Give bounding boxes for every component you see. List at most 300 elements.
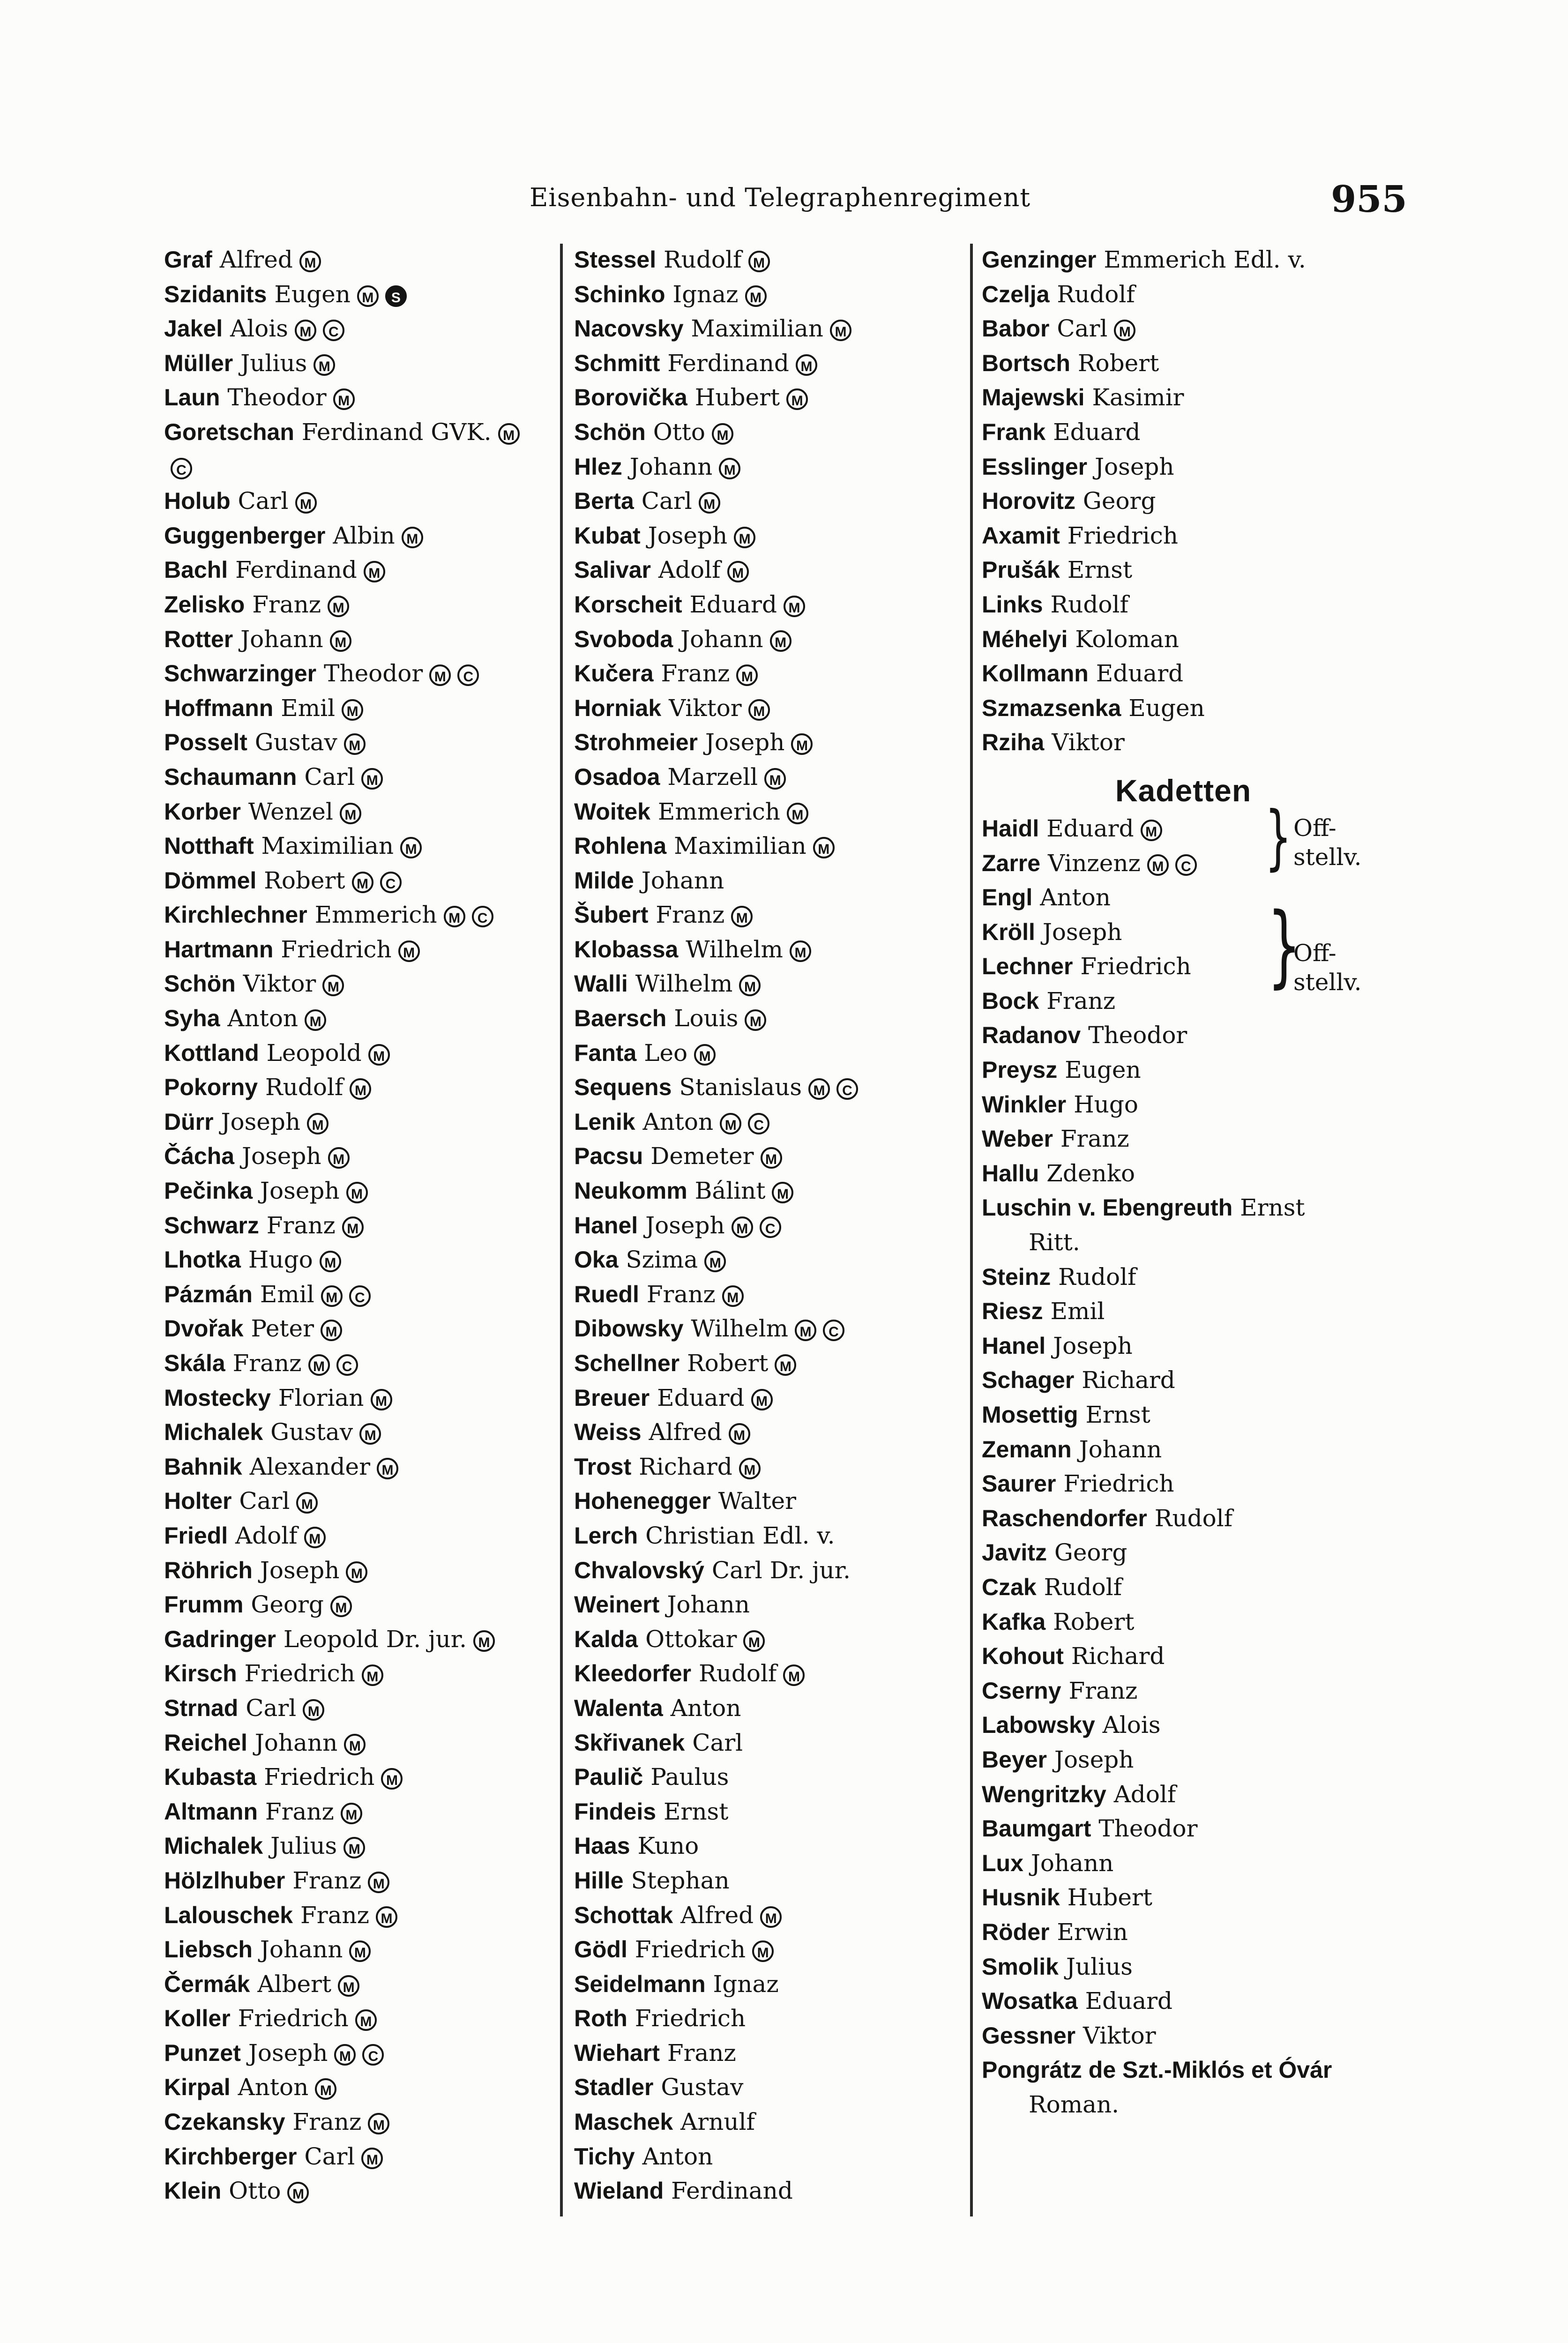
circled-c-mark-icon: C <box>336 1354 358 1376</box>
given-name: Joseph <box>221 1108 301 1135</box>
surname: Ruedl <box>574 1281 639 1307</box>
circled-m-mark-icon: M <box>729 1423 750 1445</box>
roster-entry <box>982 1501 1385 1536</box>
given-name: Rudolf <box>698 1660 777 1687</box>
roster-entry <box>164 622 567 657</box>
surname: Walenta <box>574 1694 663 1721</box>
given-name: Roman. <box>1029 2090 1120 2118</box>
roster-entry <box>164 1209 567 1243</box>
roster-entry <box>164 1036 567 1071</box>
given-name: Carl <box>246 1694 297 1722</box>
roster-entry <box>574 381 968 415</box>
roster-entry <box>164 1933 567 1967</box>
surname: Kirpal <box>164 2074 231 2101</box>
roster-entry <box>164 346 567 381</box>
surname: Koller <box>164 2005 231 2032</box>
surname: Graf <box>164 246 212 273</box>
surname: Zarre <box>982 850 1041 876</box>
circled-m-mark-icon: M <box>299 251 321 272</box>
surname: Holter <box>164 1488 232 1515</box>
surname: Pázmán <box>164 1281 253 1307</box>
given-name: Leopold Dr. jur. <box>283 1625 467 1653</box>
surname: Röder <box>982 1918 1050 1945</box>
given-name: Erwin <box>1057 1918 1128 1946</box>
circled-m-mark-icon: M <box>1141 820 1162 841</box>
roster-entry <box>574 1691 968 1726</box>
surname: Svoboda <box>574 626 673 652</box>
roster-entry <box>982 1157 1385 1191</box>
given-name: Friedrich <box>1067 522 1178 549</box>
surname: Jakel <box>164 315 223 342</box>
circled-m-mark-icon: M <box>341 1803 362 1824</box>
surname: Winkler <box>982 1091 1067 1118</box>
roster-entry <box>574 2001 968 2036</box>
surname: Kohout <box>982 1643 1064 1670</box>
roster-entry <box>574 864 968 898</box>
given-name: Richard <box>1082 1366 1175 1394</box>
surname: Dvořak <box>164 1315 244 1342</box>
surname: Majewski <box>982 384 1085 411</box>
surname: Rohlena <box>574 833 667 859</box>
surname: Haas <box>574 1833 630 1859</box>
surname: Lux <box>982 1850 1023 1876</box>
circled-m-mark-icon: M <box>770 630 791 652</box>
circled-m-mark-icon: M <box>734 527 755 548</box>
given-name: Robert <box>1077 349 1159 377</box>
given-name: Ernst <box>1240 1194 1305 1222</box>
surname: Wiehart <box>574 2039 660 2066</box>
roster-entry <box>574 1553 968 1588</box>
roster-entry <box>164 553 567 588</box>
circled-m-mark-icon: M <box>343 1837 365 1858</box>
circled-m-mark-icon: M <box>739 1458 761 1479</box>
roster-entry <box>574 2036 968 2071</box>
given-name: Robert <box>264 866 345 894</box>
circled-c-mark-icon: C <box>836 1078 858 1100</box>
circled-m-mark-icon: M <box>473 1630 495 1652</box>
roster-entry <box>574 657 968 691</box>
roster-entry <box>574 1795 968 1829</box>
roster-entry <box>164 795 567 829</box>
surname: Skřivanek <box>574 1729 685 1756</box>
roster-entry <box>574 898 968 933</box>
circled-m-mark-icon: M <box>333 388 355 410</box>
given-name: Friedrich <box>635 2005 746 2032</box>
surname: Baumgart <box>982 1815 1091 1842</box>
surname: Roth <box>574 2005 627 2032</box>
given-name: Joseph <box>1054 1746 1134 1773</box>
given-name: Louis <box>674 1005 739 1032</box>
circled-m-mark-icon: M <box>786 388 808 410</box>
surname: Schaumann <box>164 763 297 790</box>
circled-m-mark-icon: M <box>362 1664 383 1686</box>
given-name: Joseph <box>260 1177 340 1205</box>
roster-entry <box>982 1984 1385 2019</box>
circled-m-mark-icon: M <box>727 561 749 582</box>
roster-entry <box>982 381 1385 415</box>
roster-entry <box>574 1622 968 1657</box>
surname: Stessel <box>574 246 657 273</box>
surname: Klein <box>164 2178 222 2204</box>
given-name: Bálint <box>694 1177 766 1205</box>
given-name: Adolf <box>658 556 721 584</box>
surname: Kučera <box>574 660 654 687</box>
roster-entry <box>982 346 1385 381</box>
given-name: Stephan <box>631 1866 730 1894</box>
roster-entry <box>574 312 968 346</box>
running-title: Eisenbahn- und Telegraphenregiment <box>530 183 1031 212</box>
given-name: Johann <box>254 1729 338 1756</box>
surname: Szidanits <box>164 281 267 307</box>
given-name: Emmerich Edl. v. <box>1104 246 1306 273</box>
roster-entry <box>164 2105 567 2140</box>
given-name: Franz <box>300 1901 369 1929</box>
given-name: Peter <box>251 1315 314 1343</box>
given-name: Carl <box>692 1729 743 1756</box>
page-number: 955 <box>1331 178 1407 221</box>
given-name: Viktor <box>1052 729 1125 756</box>
roster-entry <box>982 1846 1385 1881</box>
brace-glyph: } <box>1265 796 1292 878</box>
surname: Pečinka <box>164 1178 253 1204</box>
circled-m-mark-icon: M <box>328 1147 350 1169</box>
circled-m-mark-icon: M <box>322 975 344 996</box>
given-name: Rudolf <box>1050 590 1128 618</box>
given-name: Adolf <box>235 1522 298 1549</box>
surname: Oka <box>574 1246 619 1273</box>
given-name: Gustav <box>254 729 337 756</box>
given-name: Ignaz <box>713 1970 779 1998</box>
given-name: Eduard <box>1085 1987 1173 2015</box>
given-name: Hubert <box>694 384 780 411</box>
surname: Wieland <box>574 2178 664 2204</box>
given-name: Friedrich <box>1080 953 1191 980</box>
roster-entry <box>164 1795 567 1829</box>
given-name: Franz <box>1060 1125 1129 1153</box>
roster-entry <box>164 725 567 760</box>
given-name: Emil <box>260 1280 314 1308</box>
surname: Gödl <box>574 1936 627 1963</box>
given-name: Ferdinand <box>671 2177 793 2205</box>
circled-m-mark-icon: M <box>694 1044 716 1066</box>
roster-entry <box>574 1484 968 1519</box>
surname: Czelja <box>982 281 1050 307</box>
given-name: Ernst <box>1067 556 1133 584</box>
surname: Skála <box>164 1350 225 1376</box>
surname: Weiss <box>574 1419 642 1446</box>
roster-entry <box>574 1070 968 1105</box>
surname: Neukomm <box>574 1178 687 1204</box>
roster-entry <box>574 1726 968 1761</box>
given-name: Johann <box>680 625 763 653</box>
given-name: Viktor <box>243 970 316 998</box>
circled-m-mark-icon: M <box>1147 854 1169 876</box>
surname: Hartmann <box>164 936 274 963</box>
surname: Steinz <box>982 1263 1051 1290</box>
given-name: Emmerich <box>314 901 437 929</box>
given-name: Paulus <box>650 1763 729 1791</box>
surname: Hanel <box>982 1332 1046 1359</box>
given-name: Emil <box>281 694 336 722</box>
roster-entry <box>574 2105 968 2140</box>
given-name: Arnulf <box>680 2108 755 2136</box>
given-name: Julius <box>240 349 307 377</box>
surname: Schön <box>574 418 646 445</box>
circled-m-mark-icon: M <box>352 872 373 893</box>
roster-entry <box>164 277 567 312</box>
given-name: Adolf <box>1113 1780 1176 1808</box>
circled-m-mark-icon: M <box>739 975 761 996</box>
given-name: Franz <box>1046 987 1116 1015</box>
roster-entry <box>164 1346 567 1381</box>
given-name: Joseph <box>241 1142 321 1170</box>
roster-entry <box>164 2070 567 2105</box>
roster-entry <box>574 1312 968 1346</box>
surname: Paulič <box>574 1764 643 1791</box>
roster-entry <box>574 415 968 450</box>
roster-entry <box>164 415 567 450</box>
surname: Guggenberger <box>164 522 326 549</box>
given-name: Maximilian <box>261 832 394 860</box>
roster-entry <box>574 1036 968 1071</box>
surname: Lerch <box>574 1522 638 1549</box>
roster-entry <box>982 1950 1385 1985</box>
given-name: Wenzel <box>248 798 333 825</box>
roster-entry <box>982 1191 1385 1225</box>
circled-s-mark-icon: S <box>385 285 407 307</box>
given-name: Emil <box>1050 1298 1105 1325</box>
surname: Müller <box>164 350 233 376</box>
circled-m-mark-icon: M <box>398 940 420 962</box>
roster-entry <box>574 2070 968 2105</box>
surname: Kafka <box>982 1608 1046 1635</box>
roster-entry <box>164 1415 567 1450</box>
given-name: Eugen <box>274 280 351 308</box>
surname: Strnad <box>164 1694 239 1721</box>
roster-entry <box>164 1139 567 1174</box>
surname: Dömmel <box>164 867 257 894</box>
given-name: Friedrich <box>264 1763 375 1791</box>
surname: Axamit <box>982 522 1060 549</box>
circled-m-mark-icon: M <box>787 803 808 824</box>
circled-m-mark-icon: M <box>359 1423 381 1445</box>
surname: Gessner <box>982 2022 1076 2049</box>
roster-entry <box>164 1553 567 1588</box>
roster-entry <box>982 1570 1385 1605</box>
circled-m-mark-icon: M <box>751 1389 773 1410</box>
given-name: Joseph <box>1095 453 1174 480</box>
surname: Schellner <box>574 1350 680 1376</box>
surname: Notthaft <box>164 833 254 859</box>
roster-entry <box>982 519 1385 553</box>
roster-entry <box>164 1829 567 1864</box>
roster-entry <box>164 760 567 795</box>
brace-label-line1: Off- <box>1293 814 1337 842</box>
roster-entry <box>982 553 1385 588</box>
surname: Trost <box>574 1453 632 1480</box>
surname: Schwarz <box>164 1212 259 1239</box>
surname: Dibowsky <box>574 1315 684 1342</box>
surname: Links <box>982 591 1043 618</box>
given-name: Florian <box>278 1384 364 1411</box>
circled-m-mark-icon: M <box>743 1630 765 1652</box>
surname: Schwarzinger <box>164 660 317 687</box>
given-name: Wilhelm <box>686 935 783 963</box>
surname: Smolik <box>982 1953 1059 1980</box>
given-name: Gustav <box>270 1418 353 1446</box>
surname: Frumm <box>164 1591 244 1618</box>
roster-entry <box>164 1760 567 1795</box>
given-name: Anton <box>1040 884 1111 911</box>
given-name: Viktor <box>1083 2022 1156 2049</box>
given-name: Carl <box>1057 315 1108 343</box>
circled-m-mark-icon: M <box>296 1492 318 1514</box>
roster-entry <box>164 864 567 898</box>
given-name: Eduard <box>689 590 777 618</box>
given-name: Kuno <box>637 1832 699 1860</box>
surname: Michalek <box>164 1419 263 1446</box>
surname: Friedl <box>164 1522 228 1549</box>
roster-entry <box>574 1657 968 1691</box>
given-name: Alfred <box>219 246 293 273</box>
roster-entry <box>982 1812 1385 1846</box>
given-name: Friedrich <box>635 1936 746 1963</box>
surname: Kollmann <box>982 660 1089 687</box>
surname: Labowsky <box>982 1712 1095 1739</box>
roster-entry <box>982 1777 1385 1812</box>
surname: Zemann <box>982 1436 1072 1463</box>
roster-entry <box>164 1967 567 2002</box>
surname: Kubat <box>574 522 641 549</box>
circled-m-mark-icon: M <box>371 1389 392 1410</box>
circled-m-mark-icon: M <box>790 940 811 962</box>
roster-entry <box>982 1294 1385 1329</box>
circled-m-mark-icon: M <box>355 2009 377 2031</box>
given-name: Wilhelm <box>691 1315 789 1343</box>
surname: Esslinger <box>982 453 1088 480</box>
roster-entry <box>574 450 968 485</box>
roster-entry <box>164 519 567 553</box>
circled-m-mark-icon: M <box>321 1320 342 1341</box>
circled-m-mark-icon: M <box>330 1596 352 1617</box>
roster-entry <box>164 1691 567 1726</box>
page-header <box>0 178 1568 234</box>
surname: Hohenegger <box>574 1488 711 1515</box>
surname: Kröll <box>982 918 1035 945</box>
surname: Prušák <box>982 557 1060 583</box>
surname: Walli <box>574 970 628 997</box>
roster-entry <box>164 933 567 967</box>
surname: Hölzlhuber <box>164 1867 285 1894</box>
roster-entry <box>982 588 1385 622</box>
roster-entry <box>574 1346 968 1381</box>
roster-entry <box>574 1209 968 1243</box>
surname: Maschek <box>574 2109 673 2135</box>
given-name: Joseph <box>648 522 728 549</box>
given-name: Koloman <box>1075 625 1179 653</box>
surname: Saurer <box>982 1470 1056 1497</box>
roster-entry <box>164 1898 567 1933</box>
roster-entry <box>574 1105 968 1140</box>
surname: Findeis <box>574 1798 657 1825</box>
circled-m-mark-icon: M <box>346 1182 368 1203</box>
roster-entry <box>164 1312 567 1346</box>
given-name: Theodor <box>1098 1815 1198 1843</box>
circled-m-mark-icon: M <box>304 1527 326 1548</box>
roster-entry <box>574 1001 968 1036</box>
roster-entry <box>982 1260 1385 1295</box>
roster-entry <box>574 1760 968 1795</box>
given-name: Johann <box>240 625 323 653</box>
roster-entry <box>982 691 1385 726</box>
surname: Korber <box>164 798 241 825</box>
surname: Čácha <box>164 1143 235 1170</box>
given-name: Maximilian <box>674 832 806 860</box>
surname: Czekansky <box>164 2109 285 2135</box>
surname: Riesz <box>982 1298 1043 1325</box>
given-name: Szima <box>626 1246 698 1274</box>
roster-entry <box>982 1329 1385 1364</box>
roster-entry <box>982 1433 1385 1467</box>
given-name: Leopold <box>266 1039 362 1067</box>
surname: Kirchlechner <box>164 902 307 928</box>
roster-entry <box>164 829 567 864</box>
given-name: Johann <box>1030 1849 1114 1877</box>
given-name: Anton <box>670 1694 741 1722</box>
circled-m-mark-icon: M <box>699 492 720 514</box>
surname: Michalek <box>164 1833 263 1859</box>
roster-entry <box>574 553 968 588</box>
given-name: Rudolf <box>1044 1573 1122 1601</box>
given-name: Alois <box>1102 1711 1161 1739</box>
surname: Stadler <box>574 2074 654 2101</box>
given-name: Albert <box>257 1970 332 1998</box>
circled-m-mark-icon: M <box>736 664 758 686</box>
circled-c-mark-icon: C <box>748 1113 769 1134</box>
surname: Chvalovský <box>574 1557 704 1583</box>
roster-entry <box>982 415 1385 450</box>
column-3 <box>982 243 1385 2211</box>
given-name: Kasimir <box>1092 384 1184 411</box>
given-name: Ferdinand GVK. <box>301 418 492 446</box>
roster-entry <box>982 312 1385 346</box>
given-name: Franz <box>232 1350 302 1377</box>
given-name: Carl <box>304 2142 355 2170</box>
roster-entry <box>982 1605 1385 1640</box>
circled-m-mark-icon: M <box>712 423 733 445</box>
roster-entry <box>982 277 1385 312</box>
given-name: Julius <box>270 1832 337 1860</box>
roster-entry <box>574 1277 968 1312</box>
circled-m-mark-icon: M <box>342 699 363 721</box>
roster-entry <box>982 1398 1385 1433</box>
surname: Syha <box>164 1005 220 1032</box>
surname: Tichy <box>574 2143 635 2170</box>
circled-c-mark-icon: C <box>362 2044 384 2066</box>
roster-entry <box>574 1967 968 2002</box>
given-name: Eduard <box>1046 814 1134 842</box>
given-name: Eugen <box>1128 694 1205 722</box>
surname: Breuer <box>574 1384 650 1411</box>
surname: Mostecky <box>164 1384 271 1411</box>
roster-entry <box>982 657 1385 691</box>
roster-entry <box>982 1053 1385 1088</box>
circled-m-mark-icon: M <box>784 596 805 617</box>
given-name: Eduard <box>657 1384 745 1411</box>
circled-m-mark-icon: M <box>760 1906 782 1928</box>
given-name: Johann <box>260 1936 343 1963</box>
roster-entry <box>164 1450 567 1485</box>
